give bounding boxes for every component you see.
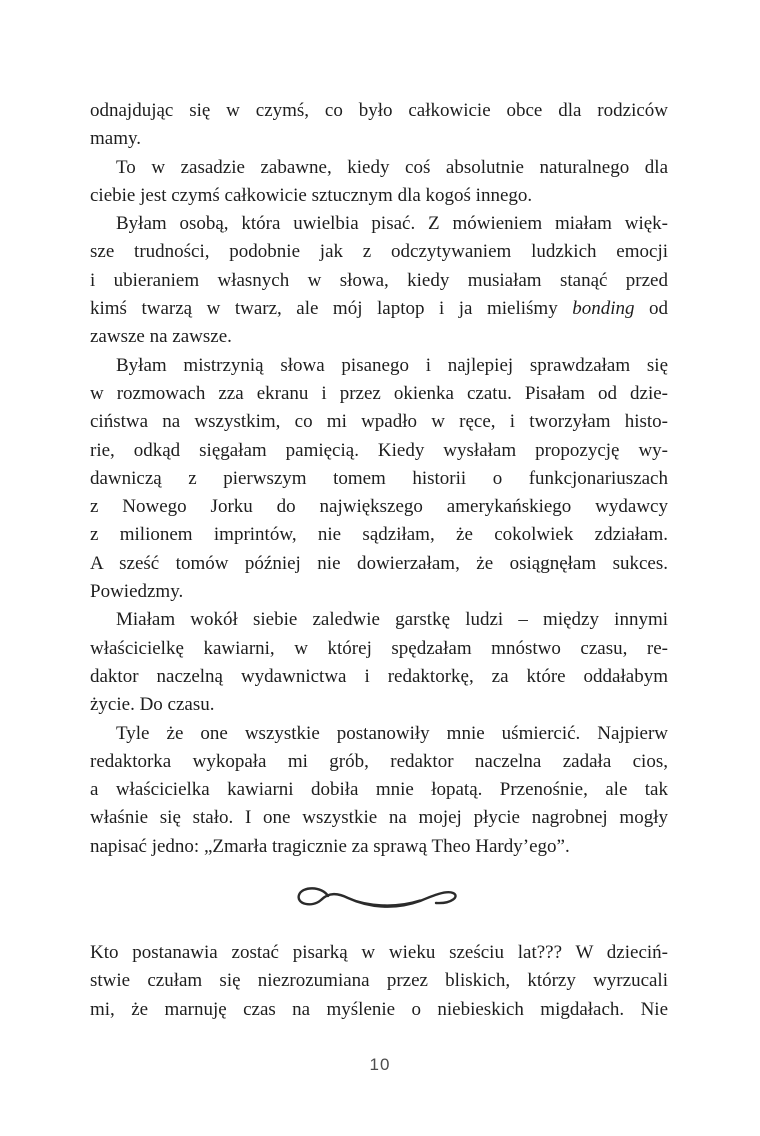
text-line: A sześć tomów później nie dowierzałam, że osiągnęłam sukces.: [90, 552, 668, 574]
text-line: Byłam mistrzynią słowa pisanego i najlepiej sprawdzałam się: [116, 354, 668, 376]
text-line: ciebie jest czymś całkowicie sztucznym dla kogoś innego.: [90, 184, 533, 206]
text-line: Powiedzmy.: [90, 581, 184, 603]
text-line: odnajdując się w czymś, co było całkowicie obce dla rodziców: [90, 100, 668, 121]
text-line: sze trudności, podobnie jak z odczytywaniem ludzkich emocji: [90, 241, 668, 263]
paragraph: [90, 720, 668, 861]
italic-word: bonding: [572, 298, 635, 320]
paragraph: [90, 939, 668, 1024]
text-line: ciństwa na wszystkim, co mi wpadło w ręce, i tworzyłam histo-: [90, 411, 668, 433]
text-line: [90, 295, 668, 323]
text-line: z Nowego Jorku do największego amerykańskiego wydawcy: [90, 496, 668, 518]
text-line: z milionem imprintów, nie sądziłam, że cokolwiek zdziałam.: [90, 524, 668, 546]
text-line: daktor naczelną wydawnictwa i redaktorkę, za które oddałabym: [90, 665, 668, 687]
text-line: mi, że marnuję czas na myślenie o niebieskich migdałach. Nie: [90, 998, 668, 1020]
page-number: 10: [369, 1055, 391, 1074]
text-line: dawniczą z pierwszym tomem historii o funkcjonariuszach: [90, 467, 668, 489]
text-line: Byłam osobą, która uwielbia pisać. Z mówieniem miałam więk-: [116, 213, 668, 235]
text-line: zawsze na zawsze.: [90, 326, 232, 348]
text-line: Tyle że one wszystkie postanowiły mnie uśmiercić. Najpierw: [116, 722, 668, 744]
text-line: w rozmowach zza ekranu i przez okienka czatu. Pisałam od dzie-: [90, 382, 668, 404]
paragraph: [90, 606, 668, 719]
text-line: napisać jedno: „Zmarła tragicznie za sprawą Theo Hardy’ego”.: [90, 835, 570, 857]
text-line: Kto postanawia zostać pisarką w wieku sześciu lat??? W dzieciń-: [90, 942, 668, 964]
text-line: i ubieraniem własnych w słowa, kiedy musiałam stanąć przed: [90, 269, 668, 291]
text-line: stwie czułam się niezrozumiana przez bliskich, którzy wyrzucali: [90, 970, 668, 992]
swash-flourish-icon: [284, 881, 474, 915]
text-line: życie. Do czasu.: [90, 694, 215, 716]
paragraph: [90, 352, 668, 607]
text-segment: kimś twarzą w twarz, ale mój laptop i ja mieliśmy: [90, 298, 573, 320]
section-divider: [90, 881, 668, 917]
text-segment: od: [634, 298, 668, 320]
paragraph: [90, 97, 668, 154]
text-line: mamy.: [90, 128, 142, 150]
text-line: a właścicielka kawiarni dobiła mnie łopatą. Przenośnie, ale tak: [90, 779, 668, 801]
text-line: rie, odkąd sięgałam pamięcią. Kiedy wysłałam propozycję wy-: [90, 439, 668, 461]
text-line: redaktorka wykopała mi grób, redaktor naczelna zadała cios,: [90, 750, 668, 772]
paragraph: [90, 210, 668, 351]
text-line: właścicielkę kawiarni, w której spędzałam mnóstwo czasu, re-: [90, 637, 668, 659]
text-line: właśnie się stało. I one wszystkie na mojej płycie nagrobnej mogły: [90, 807, 668, 829]
paragraph: [90, 154, 668, 211]
text-line: Miałam wokół siebie zaledwie garstkę ludzi – między innymi: [116, 609, 668, 631]
text-line: To w zasadzie zabawne, kiedy coś absolutnie naturalnego dla: [116, 156, 668, 178]
